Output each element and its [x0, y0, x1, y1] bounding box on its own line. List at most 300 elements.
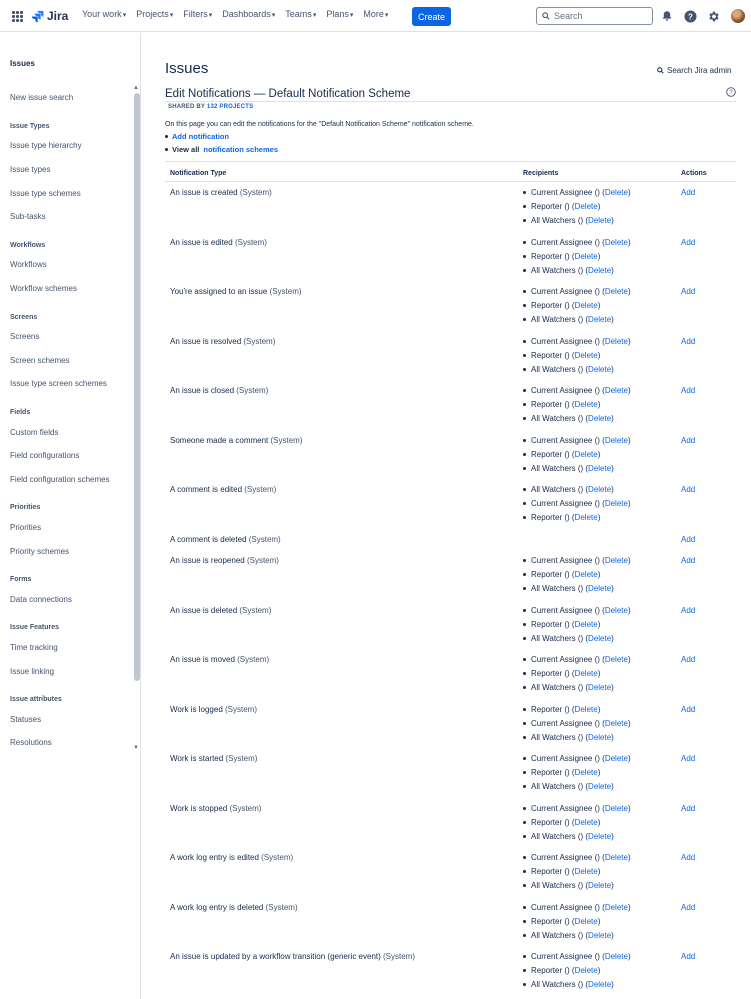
menu-plans[interactable]: [326, 9, 353, 19]
delete-recipient-link[interactable]: Delete: [604, 237, 628, 247]
recipient-name: All Watchers () (Delete): [531, 364, 614, 374]
page-title: Issues: [165, 60, 209, 77]
menu-label: Your work: [82, 9, 122, 19]
sidebar-item-issue-type-screen-schemes[interactable]: Issue type screen schemes: [10, 379, 107, 388]
sidebar-item-field-configurations[interactable]: Field configurations: [10, 451, 80, 460]
menu-dashboards[interactable]: [222, 9, 275, 19]
delete-recipient-link[interactable]: Delete: [574, 513, 598, 522]
add-recipient-link[interactable]: Add: [681, 952, 696, 961]
recipient-item: [523, 556, 631, 570]
event-name: An issue is created: [170, 188, 240, 197]
delete-recipient-link[interactable]: Delete: [588, 683, 612, 692]
recipient-name: Current Assignee () (Delete): [531, 605, 631, 615]
scrollbar-thumb[interactable]: [134, 93, 140, 681]
add-recipient-link[interactable]: Add: [681, 485, 696, 494]
question-icon: [684, 10, 697, 23]
table-row: [165, 649, 736, 699]
recipient-list: [523, 287, 631, 329]
bullet: [523, 920, 526, 923]
delete-recipient-link[interactable]: Delete: [574, 619, 598, 629]
recipient-item: [523, 436, 631, 450]
recipient-name: Current Assignee () (Delete): [531, 237, 631, 247]
system-tag: (System): [243, 336, 276, 346]
admin-link-label: Search Jira admin: [667, 66, 732, 75]
system-tag: (System): [261, 853, 294, 862]
system-tag: (System): [239, 188, 272, 197]
bullet: [523, 488, 526, 491]
delete-recipient-link[interactable]: Delete: [604, 386, 628, 395]
jira-logo[interactable]: [31, 8, 68, 24]
delete-recipient-link[interactable]: Delete: [604, 336, 628, 346]
sidebar-item-priority-schemes[interactable]: Priority schemes: [10, 547, 70, 556]
recipient-name: All Watchers () (Delete): [531, 315, 614, 324]
app-switcher-icon[interactable]: [12, 11, 23, 22]
bullet: [523, 623, 526, 626]
sidebar-heading: Issue Features: [10, 624, 60, 631]
delete-recipient-link[interactable]: Delete: [588, 732, 612, 742]
recipient-item: [523, 754, 631, 768]
bullet: [523, 856, 526, 859]
avatar[interactable]: [731, 9, 745, 23]
table-row: [165, 479, 736, 529]
recipient-name: Reporter () (Delete): [531, 350, 601, 360]
sidebar-item-data-connections[interactable]: Data connections: [10, 595, 72, 604]
notification-type: [170, 556, 279, 565]
delete-recipient-link[interactable]: Delete: [604, 499, 628, 508]
recipient-name: Current Assignee () (Delete): [531, 287, 631, 296]
table-row: [165, 550, 736, 600]
notification-type: [170, 485, 276, 494]
recipient-name: All Watchers () (Delete): [531, 584, 614, 593]
table-row: [165, 281, 736, 331]
delete-recipient-link[interactable]: Delete: [604, 605, 628, 615]
bullet: [523, 241, 526, 244]
delete-recipient-link[interactable]: Delete: [588, 584, 612, 593]
sidebar-item-screens[interactable]: Screens: [10, 332, 40, 341]
event-name: A comment is deleted: [170, 534, 249, 544]
recipient-item: [523, 768, 631, 782]
delete-recipient-link[interactable]: Delete: [588, 485, 612, 494]
sidebar-item-issue-types[interactable]: Issue types: [10, 165, 51, 174]
delete-recipient-link[interactable]: Delete: [604, 853, 628, 862]
table-row: [165, 897, 736, 947]
delete-recipient-link[interactable]: Delete: [604, 435, 628, 445]
recipient-name: Current Assignee () (Delete): [531, 386, 631, 395]
bullet: [523, 785, 526, 788]
recipient-name: Reporter () (Delete): [531, 669, 601, 678]
bullet: [523, 884, 526, 887]
delete-recipient-link[interactable]: Delete: [574, 704, 598, 714]
add-recipient-link[interactable]: Add: [681, 336, 696, 346]
bullet: [523, 516, 526, 519]
bullet: [523, 708, 526, 711]
recipient-list: [523, 337, 631, 379]
sidebar-heading: Issue attributes: [10, 696, 62, 703]
recipient-item: [523, 980, 631, 994]
table-row: [165, 529, 736, 551]
bullet: [523, 453, 526, 456]
recipient-name: Current Assignee () (Delete): [531, 556, 631, 565]
recipient-list: [523, 436, 631, 478]
delete-recipient-link[interactable]: Delete: [604, 803, 628, 813]
table-row: [165, 380, 736, 430]
add-recipient-link[interactable]: Add: [681, 386, 696, 395]
system-tag: (System): [270, 435, 303, 445]
delete-recipient-link[interactable]: Delete: [604, 754, 628, 763]
recipient-item: [523, 386, 631, 400]
shared-by-label: SHARED BY: [168, 104, 206, 110]
sidebar-item-resolutions[interactable]: Resolutions: [10, 738, 52, 747]
scheme-title: Edit Notifications — Default Notification Scheme: [165, 88, 411, 100]
help-circle-icon[interactable]: [726, 87, 736, 97]
sidebar-item-issue-linking[interactable]: Issue linking: [10, 667, 55, 676]
gear-icon: [707, 10, 720, 23]
bullet: [523, 637, 526, 640]
add-notification-link[interactable]: Add notification: [172, 132, 230, 141]
sidebar-item-field-configuration-schemes[interactable]: Field configuration schemes: [10, 475, 110, 484]
notifications-icon[interactable]: [660, 9, 674, 23]
sidebar-item-sub-tasks[interactable]: Sub-tasks: [10, 212, 46, 221]
sidebar-heading: Screens: [10, 314, 38, 321]
bullet: [523, 771, 526, 774]
sidebar-item-statuses[interactable]: Statuses: [10, 715, 42, 724]
sidebar-heading: Issue Types: [10, 123, 50, 130]
recipient-name: All Watchers () (Delete): [531, 485, 614, 494]
add-recipient-link[interactable]: Add: [681, 853, 696, 862]
recipient-name: Reporter () (Delete): [531, 301, 601, 310]
column-header-type: Notification Type: [170, 170, 227, 177]
event-name: A work log entry is edited: [170, 853, 262, 862]
recipient-name: All Watchers () (Delete): [531, 463, 614, 473]
recipient-name: Reporter () (Delete): [531, 202, 601, 211]
recipient-name: Reporter () (Delete): [531, 400, 601, 409]
recipient-item: [523, 620, 631, 634]
notification-type: [170, 655, 269, 664]
svg-text:?: ?: [687, 11, 693, 21]
menu-teams[interactable]: [285, 9, 316, 19]
bullet: [523, 467, 526, 470]
action-list: [165, 130, 278, 156]
recipient-item: [523, 634, 631, 648]
recipient-name: All Watchers () (Delete): [531, 782, 614, 791]
menu-filters[interactable]: [183, 9, 212, 19]
notification-table: [165, 182, 736, 996]
recipient-item: [523, 499, 631, 513]
recipient-name: Reporter () (Delete): [531, 513, 601, 522]
recipient-item: [523, 266, 631, 280]
recipient-name: Current Assignee () (Delete): [531, 853, 631, 862]
recipient-item: [523, 450, 631, 464]
recipient-name: All Watchers () (Delete): [531, 414, 614, 423]
notification-type: [170, 853, 293, 862]
help-icon[interactable]: [683, 9, 697, 23]
recipient-list: [523, 705, 631, 747]
top-navigation: [0, 0, 751, 32]
shared-by: [168, 104, 253, 110]
sidebar-item-new-issue-search[interactable]: New issue search: [10, 93, 74, 102]
add-recipient-link[interactable]: Add: [681, 704, 696, 714]
recipient-item: [523, 464, 631, 478]
bullet: [523, 269, 526, 272]
bullet: [523, 658, 526, 661]
bullet: [165, 135, 168, 138]
sidebar-scrollbar[interactable]: [133, 85, 140, 753]
table-row: [165, 232, 736, 282]
recipient-name: All Watchers () (Delete): [531, 732, 614, 742]
event-name: You're assigned to an issue: [170, 287, 270, 296]
bullet: [523, 290, 526, 293]
delete-recipient-link[interactable]: Delete: [588, 782, 612, 791]
sidebar-item-custom-fields[interactable]: Custom fields: [10, 428, 59, 437]
bullet: [523, 389, 526, 392]
recipient-item: [523, 719, 631, 733]
recipient-item: [523, 238, 631, 252]
recipient-name: Current Assignee () (Delete): [531, 336, 631, 346]
recipient-item: [523, 315, 631, 329]
recipient-item: [523, 301, 631, 315]
system-tag: (System): [234, 237, 267, 247]
notification-type: [170, 238, 267, 247]
recipient-item: [523, 782, 631, 796]
bullet: [523, 955, 526, 958]
recipient-name: All Watchers () (Delete): [531, 980, 614, 989]
table-row: [165, 430, 736, 480]
system-tag: (System): [244, 485, 277, 494]
delete-recipient-link[interactable]: Delete: [574, 817, 598, 827]
bullet: [523, 672, 526, 675]
delete-recipient-link[interactable]: Delete: [574, 449, 598, 459]
sidebar-item-priorities[interactable]: Priorities: [10, 523, 42, 532]
add-recipient-link[interactable]: Add: [681, 605, 696, 615]
add-recipient-link[interactable]: Add: [681, 435, 696, 445]
bullet: [523, 354, 526, 357]
recipient-item: [523, 683, 631, 697]
shared-projects-link[interactable]: 132 PROJECTS: [206, 104, 254, 110]
sidebar-item-issue-type-schemes[interactable]: Issue type schemes: [10, 189, 81, 198]
chevron-down-icon: ▾: [169, 12, 174, 19]
bullet: [523, 318, 526, 321]
sidebar-item-screen-schemes[interactable]: Screen schemes: [10, 356, 70, 365]
add-recipient-link[interactable]: Add: [681, 188, 696, 197]
table-row: [165, 847, 736, 897]
event-name: An issue is resolved: [170, 336, 244, 346]
recipient-item: [523, 584, 631, 598]
table-row: [165, 182, 736, 232]
system-tag: (System): [269, 287, 302, 296]
delete-recipient-link[interactable]: Delete: [574, 916, 598, 926]
recipient-list: [523, 238, 631, 280]
add-recipient-link[interactable]: Add: [681, 754, 696, 763]
bullet: [523, 205, 526, 208]
notification-type: [170, 804, 261, 813]
chevron-down-icon: ▾: [384, 12, 389, 19]
delete-recipient-link[interactable]: Delete: [574, 966, 598, 975]
delete-recipient-link[interactable]: Delete: [588, 216, 612, 225]
recipient-item: [523, 966, 631, 980]
search-field[interactable]: [536, 7, 653, 25]
delete-recipient-link[interactable]: Delete: [574, 400, 598, 409]
sidebar: [0, 33, 141, 999]
scroll-up-icon[interactable]: ▲: [133, 85, 139, 91]
delete-recipient-link[interactable]: Delete: [604, 556, 628, 565]
recipient-item: [523, 606, 631, 620]
menu-projects[interactable]: [136, 9, 173, 19]
delete-recipient-link[interactable]: Delete: [604, 902, 628, 912]
notification-type: [170, 903, 298, 912]
recipient-name: Current Assignee () (Delete): [531, 902, 631, 912]
bullet: [523, 417, 526, 420]
event-name: An issue is moved: [170, 655, 238, 664]
notification-schemes-link[interactable]: notification schemes: [203, 145, 278, 154]
sidebar-heading: Fields: [10, 409, 31, 416]
recipient-name: All Watchers () (Delete): [531, 881, 614, 890]
recipient-name: Reporter () (Delete): [531, 867, 601, 876]
recipient-name: All Watchers () (Delete): [531, 831, 614, 841]
notification-type: [170, 952, 415, 961]
delete-recipient-link[interactable]: Delete: [588, 633, 612, 643]
delete-recipient-link[interactable]: Delete: [604, 287, 628, 296]
system-tag: (System): [225, 754, 258, 763]
delete-recipient-link[interactable]: Delete: [574, 350, 598, 360]
delete-recipient-link[interactable]: Delete: [574, 669, 598, 678]
table-row: [165, 946, 736, 996]
notification-type: [170, 754, 257, 763]
recipient-item: [523, 351, 631, 365]
recipient-name: All Watchers () (Delete): [531, 265, 614, 275]
list-item: [165, 130, 278, 143]
chevron-down-icon: ▾: [122, 12, 127, 19]
scroll-down-icon[interactable]: ▼: [133, 745, 139, 751]
recipient-item: [523, 655, 631, 669]
add-recipient-link[interactable]: Add: [681, 655, 696, 664]
search-input[interactable]: [554, 11, 644, 21]
event-name: An issue is reopened: [170, 556, 247, 565]
recipient-list: [523, 556, 631, 598]
add-recipient-link[interactable]: Add: [681, 287, 696, 296]
recipient-item: [523, 188, 631, 202]
recipient-item: [523, 952, 631, 966]
recipient-list: [523, 952, 631, 994]
delete-recipient-link[interactable]: Delete: [574, 570, 598, 579]
bullet: [523, 906, 526, 909]
bullet: [523, 807, 526, 810]
notification-type: [170, 287, 302, 296]
logo-text: Jira: [47, 9, 69, 23]
notification-type: [170, 386, 268, 395]
bullet: [523, 587, 526, 590]
add-recipient-link[interactable]: Add: [681, 902, 696, 912]
svg-text:?: ?: [729, 90, 733, 97]
bullet: [523, 368, 526, 371]
add-recipient-link[interactable]: Add: [681, 237, 696, 247]
bullet: [523, 219, 526, 222]
recipient-name: Reporter () (Delete): [531, 251, 601, 261]
settings-icon[interactable]: [706, 9, 720, 23]
delete-recipient-link[interactable]: Delete: [588, 881, 612, 890]
recipient-name: Current Assignee () (Delete): [531, 188, 631, 197]
sidebar-item-time-tracking[interactable]: Time tracking: [10, 643, 58, 652]
add-recipient-link[interactable]: Add: [681, 803, 696, 813]
delete-recipient-link[interactable]: Delete: [604, 655, 628, 664]
recipient-name: Current Assignee () (Delete): [531, 803, 631, 813]
recipient-name: Current Assignee () (Delete): [531, 499, 631, 508]
list-item: [165, 143, 278, 156]
delete-recipient-link[interactable]: Delete: [588, 980, 612, 989]
bullet: [523, 559, 526, 562]
system-tag: (System): [225, 704, 257, 714]
recipient-name: Reporter () (Delete): [531, 768, 601, 777]
system-tag: (System): [236, 386, 269, 395]
menu-label: Projects: [136, 9, 169, 19]
view-all-label: View all: [172, 145, 200, 154]
menu-more[interactable]: [363, 9, 388, 19]
recipient-name: Current Assignee () (Delete): [531, 754, 631, 763]
create-button[interactable]: Create: [412, 7, 451, 26]
recipient-name: Current Assignee () (Delete): [531, 718, 631, 728]
sidebar-item-workflow-schemes[interactable]: Workflow schemes: [10, 284, 77, 293]
search-jira-admin-link[interactable]: [657, 66, 731, 75]
bullet: [523, 870, 526, 873]
recipient-list: [523, 386, 631, 428]
delete-recipient-link[interactable]: Delete: [604, 718, 628, 728]
recipient-item: [523, 570, 631, 584]
delete-recipient-link[interactable]: Delete: [574, 301, 598, 310]
recipient-name: Reporter () (Delete): [531, 570, 601, 579]
recipient-item: [523, 917, 631, 931]
bullet: [523, 403, 526, 406]
menu-your-work[interactable]: [82, 9, 126, 19]
recipient-name: All Watchers () (Delete): [531, 216, 614, 225]
delete-recipient-link[interactable]: Delete: [588, 831, 612, 841]
delete-recipient-link[interactable]: Delete: [588, 414, 612, 423]
system-tag: (System): [246, 556, 279, 565]
recipient-item: [523, 804, 631, 818]
delete-recipient-link[interactable]: Delete: [588, 364, 612, 374]
delete-recipient-link[interactable]: Delete: [588, 265, 612, 275]
sidebar-item-issue-type-hierarchy[interactable]: Issue type hierarchy: [10, 141, 82, 150]
delete-recipient-link[interactable]: Delete: [588, 930, 612, 940]
bell-icon: [661, 10, 673, 22]
recipient-list: [523, 804, 631, 846]
bullet: [523, 722, 526, 725]
delete-recipient-link[interactable]: Delete: [604, 952, 628, 961]
delete-recipient-link[interactable]: Delete: [588, 463, 612, 473]
sidebar-title: Issues: [10, 59, 35, 68]
menu-label: More: [363, 9, 384, 19]
delete-recipient-link[interactable]: Delete: [574, 768, 598, 777]
system-tag: (System): [237, 655, 270, 664]
add-recipient-link[interactable]: Add: [681, 556, 696, 565]
search-icon: [542, 12, 550, 20]
sidebar-item-workflows[interactable]: Workflows: [10, 260, 47, 269]
delete-recipient-link[interactable]: Delete: [588, 315, 612, 324]
recipient-name: Reporter () (Delete): [531, 704, 601, 714]
bullet: [523, 686, 526, 689]
bullet: [523, 304, 526, 307]
menu-label: Dashboards: [222, 9, 271, 19]
recipient-item: [523, 853, 631, 867]
recipient-name: Reporter () (Delete): [531, 449, 601, 459]
menu-label: Filters: [183, 9, 208, 19]
system-tag: (System): [265, 902, 298, 912]
delete-recipient-link[interactable]: Delete: [574, 202, 598, 211]
add-recipient-link[interactable]: Add: [681, 534, 696, 544]
delete-recipient-link[interactable]: Delete: [604, 188, 628, 197]
bullet: [523, 191, 526, 194]
chevron-down-icon: ▾: [312, 12, 317, 19]
delete-recipient-link[interactable]: Delete: [574, 251, 598, 261]
delete-recipient-link[interactable]: Delete: [574, 867, 598, 876]
